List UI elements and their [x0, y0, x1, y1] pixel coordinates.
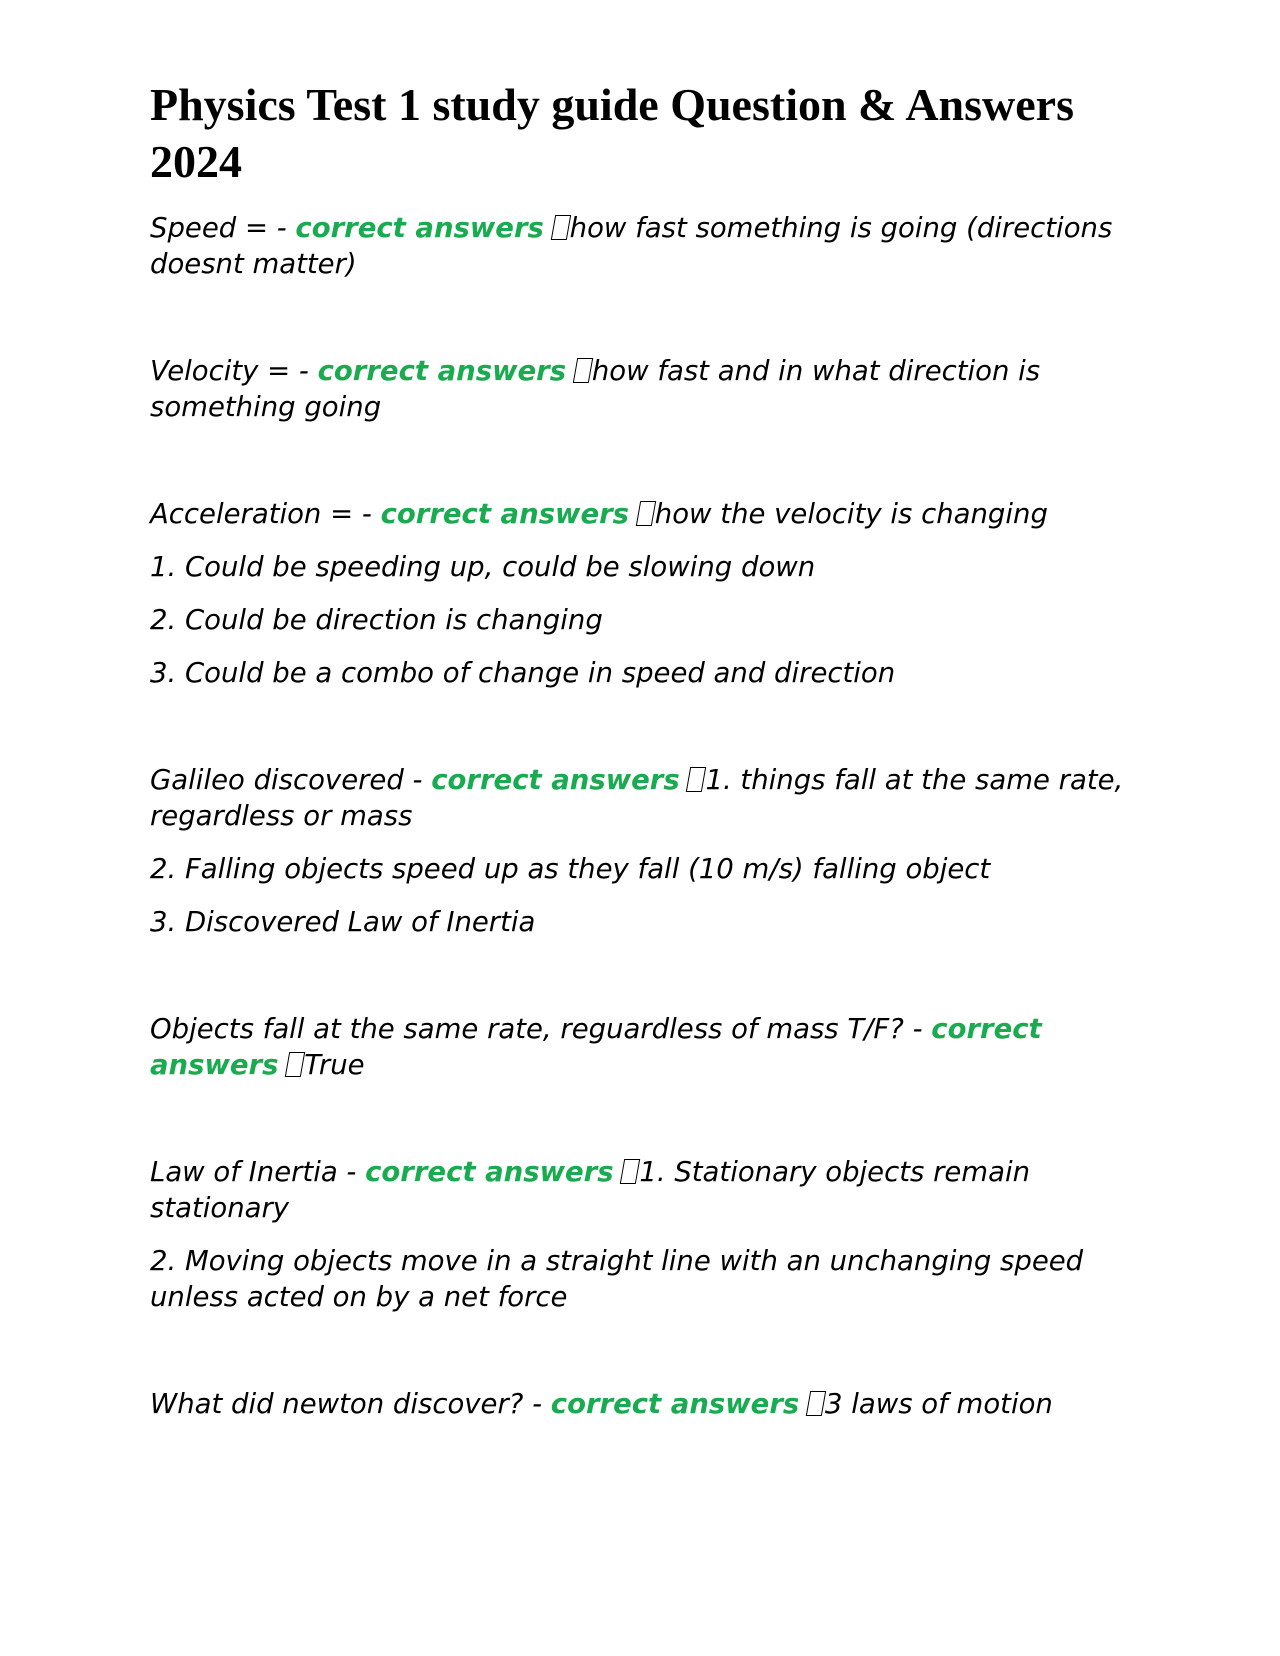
qa-line [150, 496, 1130, 532]
qa-item-speed [150, 210, 1130, 282]
answer-line: 2. Could be direction is changing [150, 604, 603, 636]
answer-line: 1. Could be speeding up, could be slowing down [150, 551, 816, 583]
answer-line: 3. Discovered Law of Inertia [150, 906, 536, 938]
answer-text: how the velocity is changing [654, 498, 1048, 530]
answer-label: correct answers [317, 355, 567, 387]
question-text: Objects fall at the same rate, reguardless of mass T/F? - [150, 1013, 932, 1045]
answer-label: correct answers [380, 498, 630, 530]
document-title: Physics Test 1 study guide Question & Answers 2024 [150, 79, 1074, 187]
answer-line: 3. Could be a combo of change in speed and direction [150, 657, 896, 689]
answer-text: 1. things fall at the same rate, regardless or mass [150, 764, 1124, 832]
answer-text: 1. Stationary objects remain stationary [150, 1156, 1031, 1224]
missing-glyph-icon [573, 358, 593, 383]
qa-line [150, 1386, 1130, 1422]
qa-line [150, 210, 1130, 282]
answer-text: 3 laws of motion [825, 1388, 1053, 1420]
answer-text: True [304, 1049, 365, 1081]
answer-text: how fast and in what direction is something going [150, 355, 1041, 423]
missing-glyph-icon [636, 501, 656, 526]
answer-line: 2. Falling objects speed up as they fall (10 m/s) falling object [150, 853, 991, 885]
answer-label: correct answers [431, 764, 680, 796]
question-text: Galileo discovered - [150, 764, 432, 796]
answer-label: correct answers [150, 1013, 1042, 1081]
answer-label: correct answers [295, 212, 544, 244]
qa-item-newton [150, 1386, 1130, 1422]
document-page [150, 76, 1130, 1493]
question-text: Speed = - [150, 212, 296, 244]
qa-item-velocity [150, 353, 1130, 425]
question-text: Law of Inertia - [150, 1156, 366, 1188]
answer-line: 2. Moving objects move in a straight line with an unchanging speed unless acted on by a net force [150, 1245, 1084, 1313]
qa-item-falling-objects [150, 1011, 1130, 1083]
missing-glyph-icon [686, 767, 706, 792]
missing-glyph-icon [550, 215, 570, 240]
missing-glyph-icon [806, 1391, 826, 1416]
missing-glyph-icon [285, 1052, 305, 1077]
question-text: What did newton discover? - [150, 1388, 551, 1420]
missing-glyph-icon [620, 1159, 640, 1184]
qa-item-law-of-inertia [150, 1154, 1130, 1315]
answer-label: correct answers [365, 1156, 614, 1188]
answer-label: correct answers [550, 1388, 800, 1420]
question-text: Acceleration = - [150, 498, 381, 530]
qa-line [150, 1011, 1130, 1083]
qa-item-acceleration [150, 496, 1130, 691]
qa-line [150, 762, 1130, 834]
answer-text: how fast something is going (directions doesnt matter) [150, 212, 1113, 280]
qa-line [150, 353, 1130, 425]
qa-line [150, 1154, 1130, 1226]
qa-item-galileo [150, 762, 1130, 940]
question-text: Velocity = - [150, 355, 318, 387]
